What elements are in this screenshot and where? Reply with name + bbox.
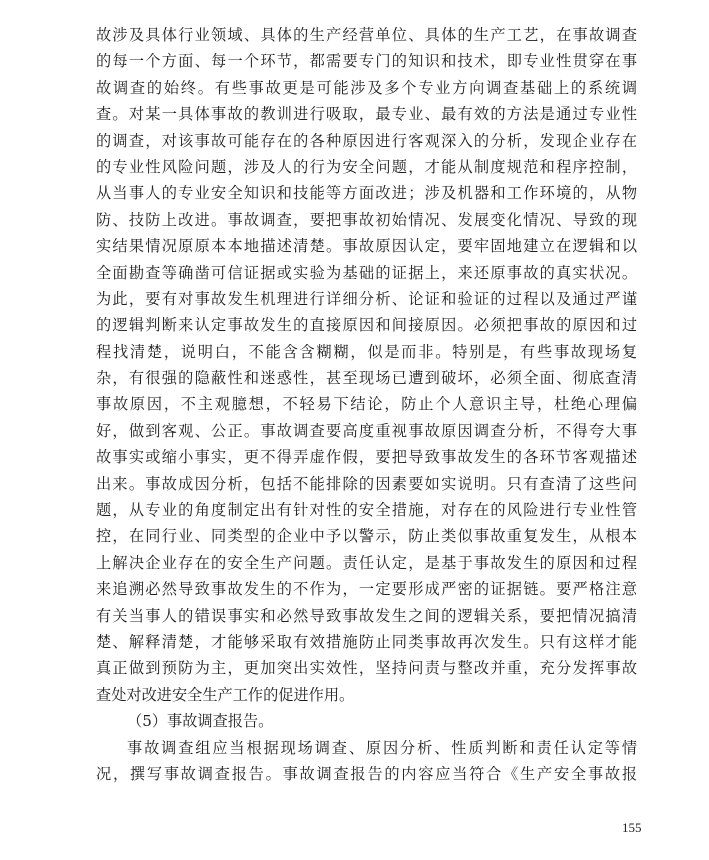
paragraph-line: 的调查，对该事故可能存在的各种原因进行客观深入的分析，发现企业存在 xyxy=(96,131,637,150)
paragraph-line: 出来。事故成因分析，包括不能排除的因素要如实说明。只有查清了这些问 xyxy=(96,474,637,493)
paragraph-line: 防、技防上改进。事故调查，要把事故初始情况、发展变化情况、导致的现 xyxy=(96,210,637,229)
paragraph-line: 控，在同行业、同类型的企业中予以警示，防止类似事故重复发生，从根本 xyxy=(96,527,637,546)
paragraph-line: 查处对改进安全生产工作的促进作用。 xyxy=(96,685,355,704)
paragraph-line: 为此，要有对事故发生机理进行详细分析、论证和验证的过程以及通过严谨 xyxy=(96,289,637,308)
paragraph-line: 的每一个方面、每一个环节，都需要专门的知识和技术，即专业性贯穿在事 xyxy=(96,52,637,71)
paragraph-line: 来追溯必然导致事故发生的不作为，一定要形成严密的证据链。要严格注意 xyxy=(96,580,637,599)
paragraph-line: 好，做到客观、公正。事故调查要高度重视事故原因调查分析，不得夸大事 xyxy=(96,421,637,440)
paragraph-line: 事故原因，不主观臆想，不轻易下结论，防止个人意识主导，杜绝心理偏 xyxy=(96,395,637,414)
paragraph-line: 实结果情况原原本本地描述清楚。事故原因认定，要牢固地建立在逻辑和以 xyxy=(96,237,637,256)
paragraph-line: 全面勘查等确凿可信证据或实验为基础的证据上，来还原事故的真实状况。 xyxy=(96,263,637,282)
paragraph-line: 真正做到预防为主，更加突出实效性，坚持问责与整改并重，充分发挥事故 xyxy=(96,659,637,678)
paragraph-line: 从当事人的专业安全知识和技能等方面改进；涉及机器和工作环境的，从物 xyxy=(96,184,637,203)
paragraph-line: 有关当事人的错误事实和必然导致事故发生之间的逻辑关系，要把情况搞清 xyxy=(96,606,637,625)
paragraph-line: 事故调查组应当根据现场调查、原因分析、性质判断和责任认定等情 xyxy=(127,738,637,757)
paragraph-line: 楚、解释清楚，才能够采取有效措施防止同类事故再次发生。只有这样才能 xyxy=(96,632,637,651)
document-page xyxy=(96,22,637,787)
paragraph-line: 故事实或缩小事实，更不得弄虚作假，要把导致事故发生的各环节客观描述 xyxy=(96,448,637,467)
paragraph-line: 杂，有很强的隐蔽性和迷惑性，甚至现场已遭到破坏，必须全面、彻底查清 xyxy=(96,369,637,388)
paragraph-line: 查。对某一具体事故的教训进行吸取，最专业、最有效的方法是通过专业性 xyxy=(96,105,637,124)
paragraph-line: 的专业性风险问题，涉及人的行为安全问题，才能从制度规范和程序控制， xyxy=(96,157,637,176)
paragraph-line: 的逻辑判断来认定事故发生的直接原因和间接原因。必须把事故的原因和过 xyxy=(96,316,637,335)
paragraph-body xyxy=(96,22,637,708)
paragraph-line: 题，从专业的角度制定出有针对性的安全措施，对存在的风险进行专业性管 xyxy=(96,501,637,520)
paragraph-line: 上解决企业存在的安全生产问题。责任认定，是基于事故发生的原因和过程 xyxy=(96,553,637,572)
paragraph-line: 程找清楚，说明白，不能含含糊糊，似是而非。特别是，有些事故现场复 xyxy=(96,342,637,361)
section-heading: （5）事故调查报告。 xyxy=(127,712,274,731)
paragraph-line: 况，撰写事故调查报告。事故调查报告的内容应当符合《生产安全事故报 xyxy=(96,764,637,783)
page-number: 155 xyxy=(622,820,642,835)
paragraph-line: 故涉及具体行业领域、具体的生产经营单位、具体的生产工艺，在事故调查 xyxy=(96,26,637,44)
paragraph-line: 故调查的始终。有些事故更是可能涉及多个专业方向调查基础上的系统调 xyxy=(96,78,637,97)
